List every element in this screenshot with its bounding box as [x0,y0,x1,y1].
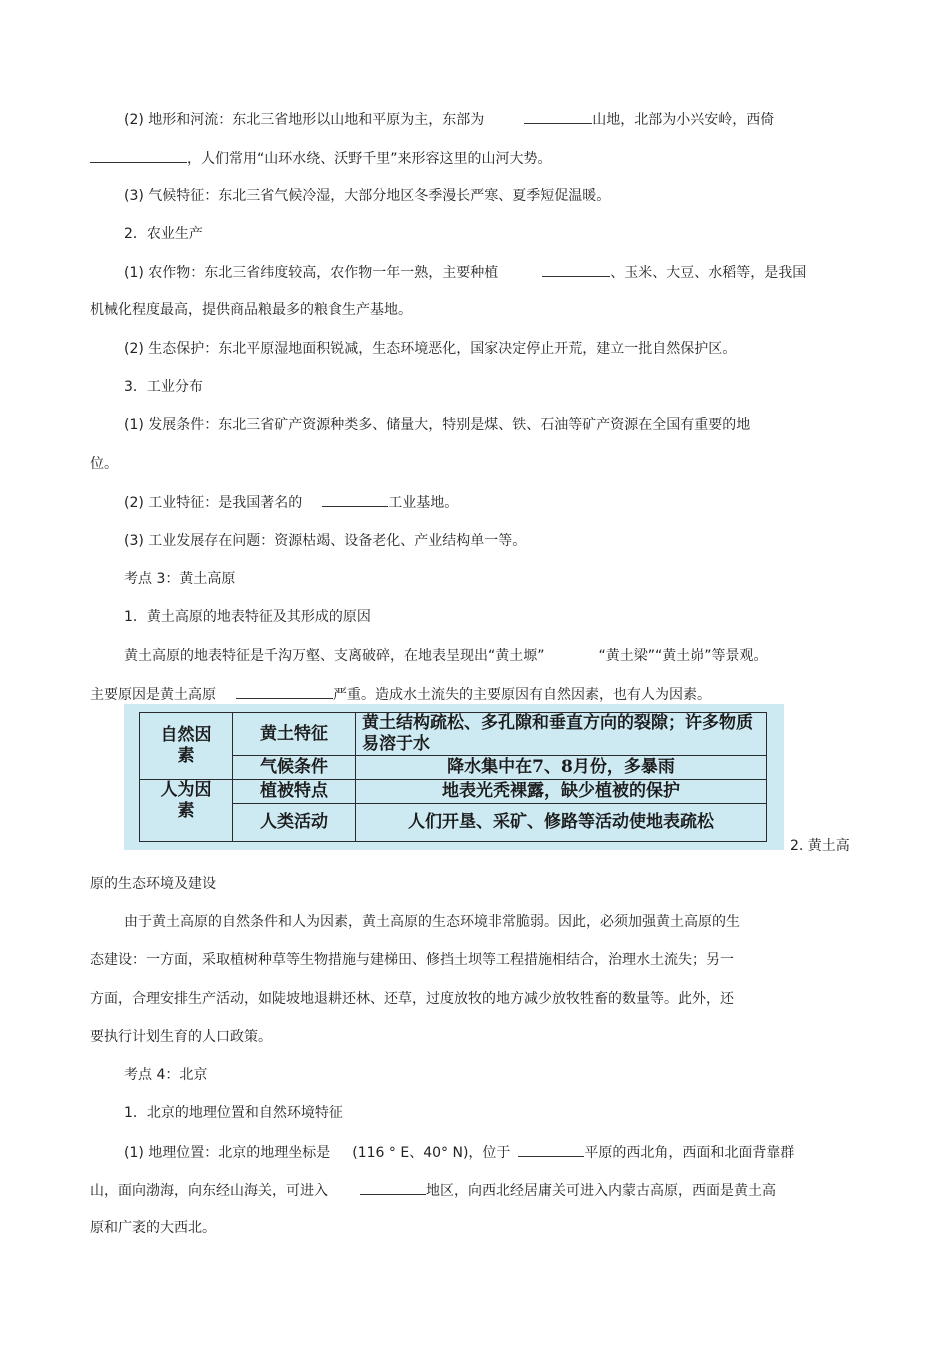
table-row [140,756,767,780]
factors-table [139,712,767,842]
fill-blank [90,148,187,163]
table-cell-desc: 黄土结构疏松、多孔隙和垂直方向的裂隙；许多物质易溶于水 [356,713,767,756]
fill-blank [518,1142,584,1157]
soil-erosion-factors-table [124,704,784,850]
section-heading: 2．农业生产 [124,226,203,242]
fill-blank [236,684,333,699]
text-line [124,109,774,130]
text-line [124,646,768,666]
section-heading: 考点 4：北京 [124,1067,208,1083]
paragraph-text: 要执行计划生育的人口政策。 [90,1029,272,1045]
paragraph-text: 工业基地。 [388,495,459,511]
paragraph-text: 位。 [90,456,118,472]
human-factors-label: 人为因素 [140,780,233,842]
section-heading: 原的生态环境及建设 [90,876,216,892]
table-cell-desc: 地表光秃裸露，缺少植被的保护 [356,780,767,804]
paragraph-text: “黄土梁”“黄土峁”等景观。 [598,648,768,664]
paragraph-text: (2) 工业特征：是我国著名的 [124,495,303,511]
table-row [140,780,767,804]
paragraph-text: (2) 地形和河流：东北三省地形以山地和平原为主，东部为 [124,112,485,128]
coordinates-text: (116 ° E、40° N)，位于 [352,1145,511,1161]
table-cell-factor: 气候条件 [233,756,356,780]
section-heading: 1．黄土高原的地表特征及其形成的原因 [124,609,371,625]
text-line [124,262,806,283]
paragraph-text: (1) 农作物：东北三省纬度较高，农作物一年一熟，主要种植 [124,265,499,281]
section-heading: 2. 黄土高 [790,838,850,854]
paragraph-text: 原和广袤的大西北。 [90,1220,216,1236]
text-line [90,148,552,169]
table-cell-desc: 人们开垦、采矿、修路等活动使地表疏松 [356,804,767,842]
paragraph-text: (3) 工业发展存在问题：资源枯竭、设备老化、产业结构单一等。 [124,533,527,549]
paragraph-text: (3) 气候特征：东北三省气候冷湿，大部分地区冬季漫长严寒、夏季短促温暖。 [124,188,611,204]
paragraph-text: (1) 地理位置：北京的地理坐标是 [124,1145,331,1161]
natural-factors-label: 自然因素 [140,713,233,780]
table-cell-factor: 植被特点 [233,780,356,804]
text-line [124,1142,794,1163]
table-row [140,804,767,842]
text-line [90,684,711,705]
fill-blank [542,262,610,277]
section-heading: 3．工业分布 [124,379,203,395]
paragraph-text: 黄土高原的地表特征是千沟万壑、支离破碎，在地表呈现出“黄土塬” [124,648,545,664]
section-heading: 考点 3：黄土高原 [124,571,236,587]
paragraph-text: (1) 发展条件：东北三省矿产资源种类多、储量大，特别是煤、铁、石油等矿产资源在全国有重要的地 [124,417,751,433]
paragraph-text: 、玉米、大豆、水稻等，是我国 [610,265,807,281]
table-cell-factor: 人类活动 [233,804,356,842]
paragraph-text: 山，面向渤海，向东经山海关，可进入 [90,1183,328,1199]
section-heading: 1．北京的地理位置和自然环境特征 [124,1105,343,1121]
paragraph-text: 山地，北部为小兴安岭，西倚 [592,112,775,128]
fill-blank [524,109,592,124]
paragraph-text: (2) 生态保护：东北平原湿地面积锐减，生态环境恶化，国家决定停止开荒，建立一批自然保护区。 [124,341,737,357]
paragraph-text: 平原的西北角，西面和北面背靠群 [584,1145,795,1161]
paragraph-text: 严重。造成水土流失的主要原因有自然因素，也有人为因素。 [333,687,711,703]
paragraph-text: ，人们常用“山环水绕、沃野千里”来形容这里的山河大势。 [187,151,552,167]
table-cell-factor: 黄土特征 [233,713,356,756]
text-line [124,492,458,513]
table-row [140,713,767,756]
paragraph-text: 由于黄土高原的自然条件和人为因素，黄土高原的生态环境非常脆弱。因此，必须加强黄土高原的生 [124,914,740,930]
paragraph-text: 地区，向西北经居庸关可进入内蒙古高原，西面是黄土高 [426,1183,776,1199]
text-line [90,1180,776,1201]
fill-blank [360,1180,426,1195]
fill-blank [322,492,388,507]
paragraph-text: 态建设：一方面，采取植树种草等生物措施与建梯田、修挡土坝等工程措施相结合，治理水土流失；另一 [90,952,734,968]
paragraph-text: 方面，合理安排生产活动，如陡坡地退耕还林、还草，过度放牧的地方减少放牧牲畜的数量等。此外，还 [90,991,734,1007]
table-cell-desc: 降水集中在7、8月份，多暴雨 [356,756,767,780]
paragraph-text: 机械化程度最高，提供商品粮最多的粮食生产基地。 [90,302,412,318]
paragraph-text: 主要原因是黄土高原 [90,687,216,703]
